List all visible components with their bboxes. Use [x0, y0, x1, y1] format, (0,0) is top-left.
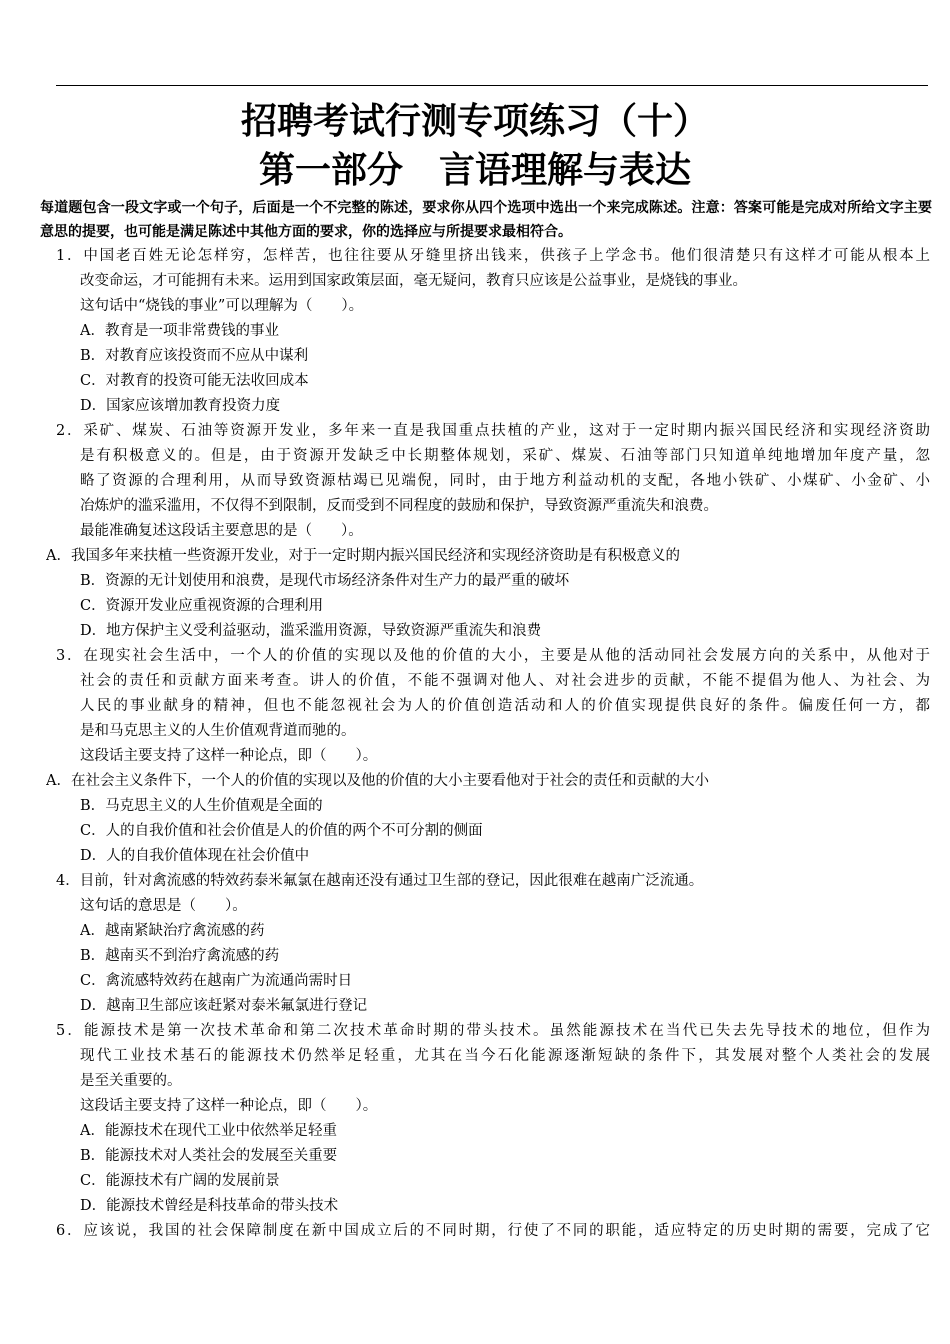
option-d: D．越南卫生部应该赶紧对泰米氟氯进行登记: [80, 998, 368, 1014]
question-text: 社会的责任和贡献方面来考查。讲人的价值，不能不强调对他人、对社会进步的贡献，不能不提倡为他人、为社会、为: [80, 673, 930, 689]
question-text: 改变命运，才可能拥有未来。运用到国家政策层面，毫无疑问，教育只应该是公益事业，是烧钱的事业。: [80, 273, 747, 289]
question-text: 冶炼炉的滥采滥用，不仅得不到限制，反而受到不同程度的鼓励和保护，导致资源严重流失和浪费。: [80, 498, 718, 514]
question-text: 5．能源技术是第一次技术革命和第二次技术革命时期的带头技术。虽然能源技术在当代已失去先导技术的地位，但作为: [56, 1023, 930, 1039]
question-text: 1．中国老百姓无论怎样穷，怎样苦，也往往要从牙缝里挤出钱来，供孩子上学念书。他们很清楚只有这样才可能从根本上: [56, 248, 930, 264]
instructions: 每道题包含一段文字或一个句子，后面是一个不完整的陈述，要求你从四个选项中选出一个来完成陈述。注意：答案可能是完成对所给文字主要意思的提要，也可能是满足陈述中其他方面的要求，你的选择应与所提要求最相符合。: [40, 200, 932, 240]
question-2: [0, 419, 950, 644]
question-list: [0, 244, 950, 1244]
option-b: B．资源的无计划使用和浪费，是现代市场经济条件对生产力的最严重的破坏: [80, 573, 570, 589]
option-c: C．能源技术有广阔的发展前景: [80, 1173, 280, 1189]
option-c: C．资源开发业应重视资源的合理利用: [80, 598, 324, 614]
option-d: D．地方保护主义受利益驱动，滥采滥用资源，导致资源严重流失和浪费: [80, 623, 542, 639]
section-title: [0, 145, 950, 195]
question-4: [0, 869, 950, 1019]
option-a: A．越南紧缺治疗禽流感的药: [80, 923, 265, 939]
page-title: 招聘考试行测专项练习（十）: [240, 100, 709, 142]
question-text: 6．应该说，我国的社会保障制度在新中国成立后的不同时期，行使了不同的职能，适应特定的历史时期的需要，完成了它: [56, 1223, 930, 1239]
option-a: A．能源技术在现代工业中依然举足轻重: [80, 1123, 337, 1139]
option-d: D．能源技术曾经是科技革命的带头技术: [80, 1198, 339, 1214]
option-d: D．国家应该增加教育投资力度: [80, 398, 281, 414]
question-text: 是有积极意义的。但是，由于资源开发缺乏中长期整体规划，采矿、煤炭、石油等部门只知道单纯地增加年度产量，忽: [80, 448, 930, 464]
option-b: B．越南买不到治疗禽流感的药: [80, 948, 280, 964]
question-5: [0, 1019, 950, 1219]
option-c: C．禽流感特效药在越南广为流通尚需时日: [80, 973, 353, 989]
question-prompt: 这句话的意思是（ ）。: [80, 898, 247, 914]
option-a: A．教育是一项非常费钱的事业: [80, 323, 279, 339]
question-text: 2．采矿、煤炭、石油等资源开发业，多年来一直是我国重点扶植的产业，这对于一定时期内振兴国民经济和实现经济资助: [56, 423, 930, 439]
option-a: A．在社会主义条件下，一个人的价值的实现以及他的价值的大小主要看他对于社会的责任和贡献的大小: [46, 773, 709, 789]
question-3: [0, 644, 950, 869]
option-d: D．人的自我价值体现在社会价值中: [80, 848, 310, 864]
option-c: C．人的自我价值和社会价值是人的价值的两个不可分割的侧面: [80, 823, 483, 839]
option-c: C．对教育的投资可能无法收回成本: [80, 373, 309, 389]
question-prompt: 最能准确复述这段话主要意思的是（ ）。: [80, 523, 363, 539]
option-b: B．对教育应该投资而不应从中谋利: [80, 348, 309, 364]
option-b: B．马克思主义的人生价值观是全面的: [80, 798, 323, 814]
question-text: 是和马克思主义的人生价值观背道而驰的。: [80, 723, 356, 739]
section-title-part2: 言语理解与表达: [439, 149, 692, 191]
header-rule: [56, 85, 928, 86]
question-text: 现代工业技术基石的能源技术仍然举足轻重，尤其在当今石化能源逐渐短缺的条件下，其发展对整个人类社会的发展: [80, 1048, 930, 1064]
question-text: 4．目前，针对禽流感的特效药泰米氟氯在越南还没有通过卫生部的登记，因此很难在越南广泛流通。: [56, 873, 704, 889]
question-prompt: 这段话主要支持了这样一种论点，即（ ）。: [80, 1098, 378, 1114]
question-text: 略了资源的合理利用，从而导致资源枯竭已见端倪，同时，由于地方利益动机的支配，各地小铁矿、小煤矿、小金矿、小: [80, 473, 930, 489]
question-text: 是至关重要的。: [80, 1073, 182, 1089]
section-title-part1: 第一部分: [258, 149, 403, 191]
question-text: 人民的事业献身的精神，但也不能忽视社会为人的价值创造活动和人的价值实现提供良好的条件。偏废任何一方，都: [80, 698, 930, 714]
question-1: [0, 244, 950, 419]
option-a: A．我国多年来扶植一些资源开发业，对于一定时期内振兴国民经济和实现经济资助是有积极意义的: [46, 548, 680, 564]
question-prompt: 这段话主要支持了这样一种论点，即（ ）。: [80, 748, 378, 764]
question-6: [0, 1219, 950, 1244]
question-prompt: 这句话中“烧钱的事业”可以理解为（ ）。: [80, 298, 364, 314]
question-text: 3．在现实社会生活中，一个人的价值的实现以及他的价值的大小，主要是从他的活动同社会发展方向的关系中，从他对于: [56, 648, 930, 664]
option-b: B．能源技术对人类社会的发展至关重要: [80, 1148, 338, 1164]
